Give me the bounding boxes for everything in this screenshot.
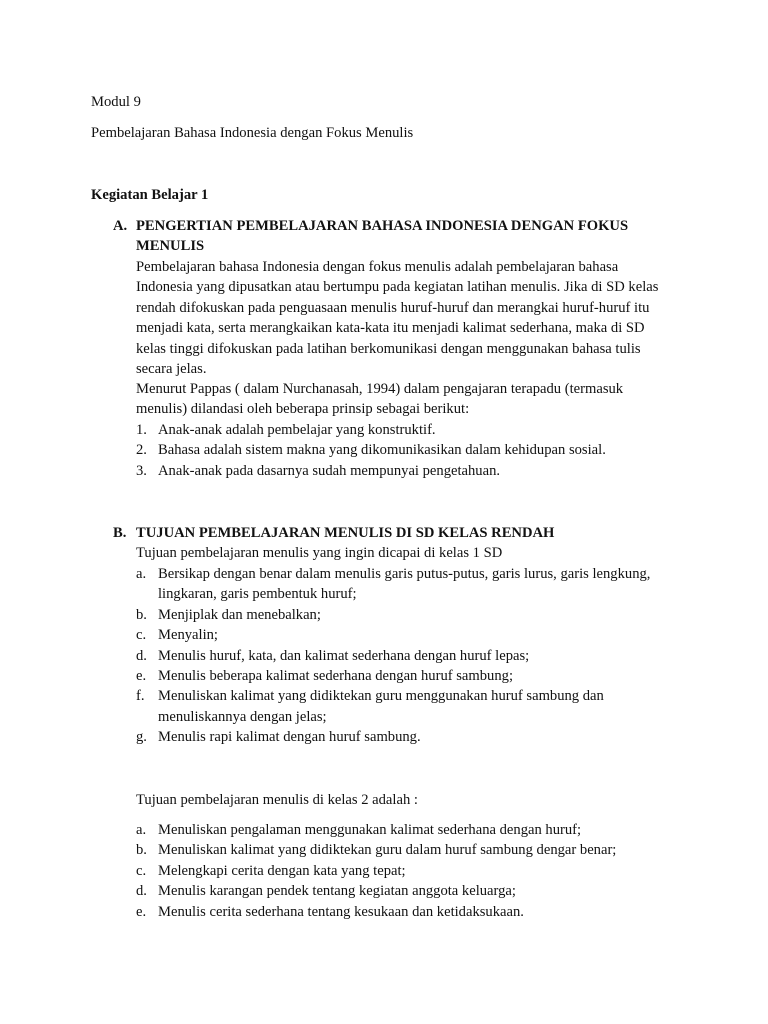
section-a-letter: A. [113, 218, 128, 234]
section-b-intro-1: Tujuan pembelajaran menulis yang ingin dicapai di kelas 1 SD [136, 545, 503, 561]
list-item-text: Menulis beberapa kalimat sederhana dengan huruf sambung; [158, 668, 513, 685]
list-item [136, 440, 676, 460]
list-item [136, 625, 676, 645]
list-item-text: Menulis karangan pendek tentang kegiatan anggota keluarga; [158, 883, 516, 900]
list-item [136, 840, 676, 860]
list-item-text: Menulis rapi kalimat dengan huruf sambung. [158, 729, 421, 746]
list-item-text: Anak-anak adalah pembelajar yang konstruktif. [158, 422, 436, 438]
module-label: Modul 9 [91, 94, 141, 110]
list-item [136, 881, 676, 901]
list-item [136, 564, 676, 605]
section-b-list-2 [136, 820, 676, 922]
list-item-text: Melengkapi cerita dengan kata yang tepat; [158, 862, 406, 879]
section-b-heading [113, 523, 673, 543]
section-b-list-1 [136, 564, 676, 748]
section-a-paragraph-2: Menurut Pappas ( dalam Nurchanasah, 1994) dalam pengajaran terapadu (termasuk menulis) dilandasi oleh beberapa prinsip sebagai berikut: [136, 381, 624, 418]
list-item-text: Menulis huruf, kata, dan kalimat sederhana dengan huruf lepas; [158, 647, 530, 664]
list-item-text: Bersikap dengan benar dalam menulis garis putus-putus, garis lurus, garis lengkung, lingkaran, garis pembentuk huruf; [158, 566, 651, 603]
list-item [136, 686, 676, 727]
module-subtitle: Pembelajaran Bahasa Indonesia dengan Fokus Menulis [91, 125, 414, 141]
section-a-paragraph-1: Pembelajaran bahasa Indonesia dengan fokus menulis adalah pembelajaran bahasa Indonesia yang dipusatkan atau bertumpu pada kegiatan latihan menulis. Jika di SD kelas rendah difokuskan pada penguasaan menulis huruf-huruf dan merangkai huruf-huruf itu menjadi kata, serta merangkaikan kata-kata itu menjadi kalimat sederhana, maka di SD kelas tinggi difokuskan pada latihan berkomunikasi dengan menggunakan bahasa tulis secara jelas. [136, 259, 659, 378]
list-item-text: Menulis cerita sederhana tentang kesukaan dan ketidaksukaan. [158, 903, 524, 920]
list-item [136, 461, 676, 481]
list-item [136, 820, 676, 840]
list-item-text: Menjiplak dan menebalkan; [158, 606, 321, 623]
list-marker: b. [136, 842, 147, 859]
list-item-text: Menuliskan kalimat yang didiktekan guru menggunakan huruf sambung dan menuliskannya dengan jelas; [158, 688, 604, 725]
list-marker: a. [136, 822, 147, 838]
list-marker: 1. [136, 422, 147, 438]
list-item-text: Anak-anak pada dasarnya sudah mempunyai pengetahuan. [158, 462, 501, 479]
list-item [136, 420, 676, 440]
list-item [136, 861, 676, 881]
list-marker: c. [136, 862, 147, 879]
section-b-title: TUJUAN PEMBELAJARAN MENULIS DI SD KELAS RENDAH [136, 525, 555, 541]
section-b-letter: B. [113, 525, 127, 541]
list-marker: e. [136, 903, 147, 920]
list-item [136, 646, 676, 666]
list-marker: c. [136, 627, 147, 644]
list-item [136, 605, 676, 625]
section-a-list [136, 420, 676, 481]
list-item-text: Bahasa adalah sistem makna yang dikomunikasikan dalam kehidupan sosial. [158, 442, 606, 459]
list-marker: f. [136, 688, 145, 705]
list-marker: 3. [136, 462, 147, 479]
list-item [136, 902, 676, 922]
list-marker: a. [136, 566, 147, 582]
list-marker: g. [136, 729, 147, 746]
list-marker: d. [136, 647, 147, 664]
section-a-title: PENGERTIAN PEMBELAJARAN BAHASA INDONESIA DENGAN FOKUS MENULIS [136, 218, 629, 255]
list-marker: e. [136, 668, 147, 685]
list-item-text: Menyalin; [158, 627, 218, 644]
list-item-text: Menuliskan pengalaman menggunakan kalimat sederhana dengan huruf; [158, 822, 582, 838]
list-marker: 2. [136, 442, 147, 459]
list-item-text: Menuliskan kalimat yang didiktekan guru dalam huruf sambung dengar benar; [158, 842, 617, 859]
section-b-intro-2: Tujuan pembelajaran menulis di kelas 2 adalah : [136, 792, 418, 808]
list-item [136, 666, 676, 686]
list-item [136, 727, 676, 747]
activity-heading: Kegiatan Belajar 1 [91, 187, 209, 203]
list-marker: d. [136, 883, 147, 900]
section-a-heading [113, 216, 673, 257]
list-marker: b. [136, 606, 147, 623]
